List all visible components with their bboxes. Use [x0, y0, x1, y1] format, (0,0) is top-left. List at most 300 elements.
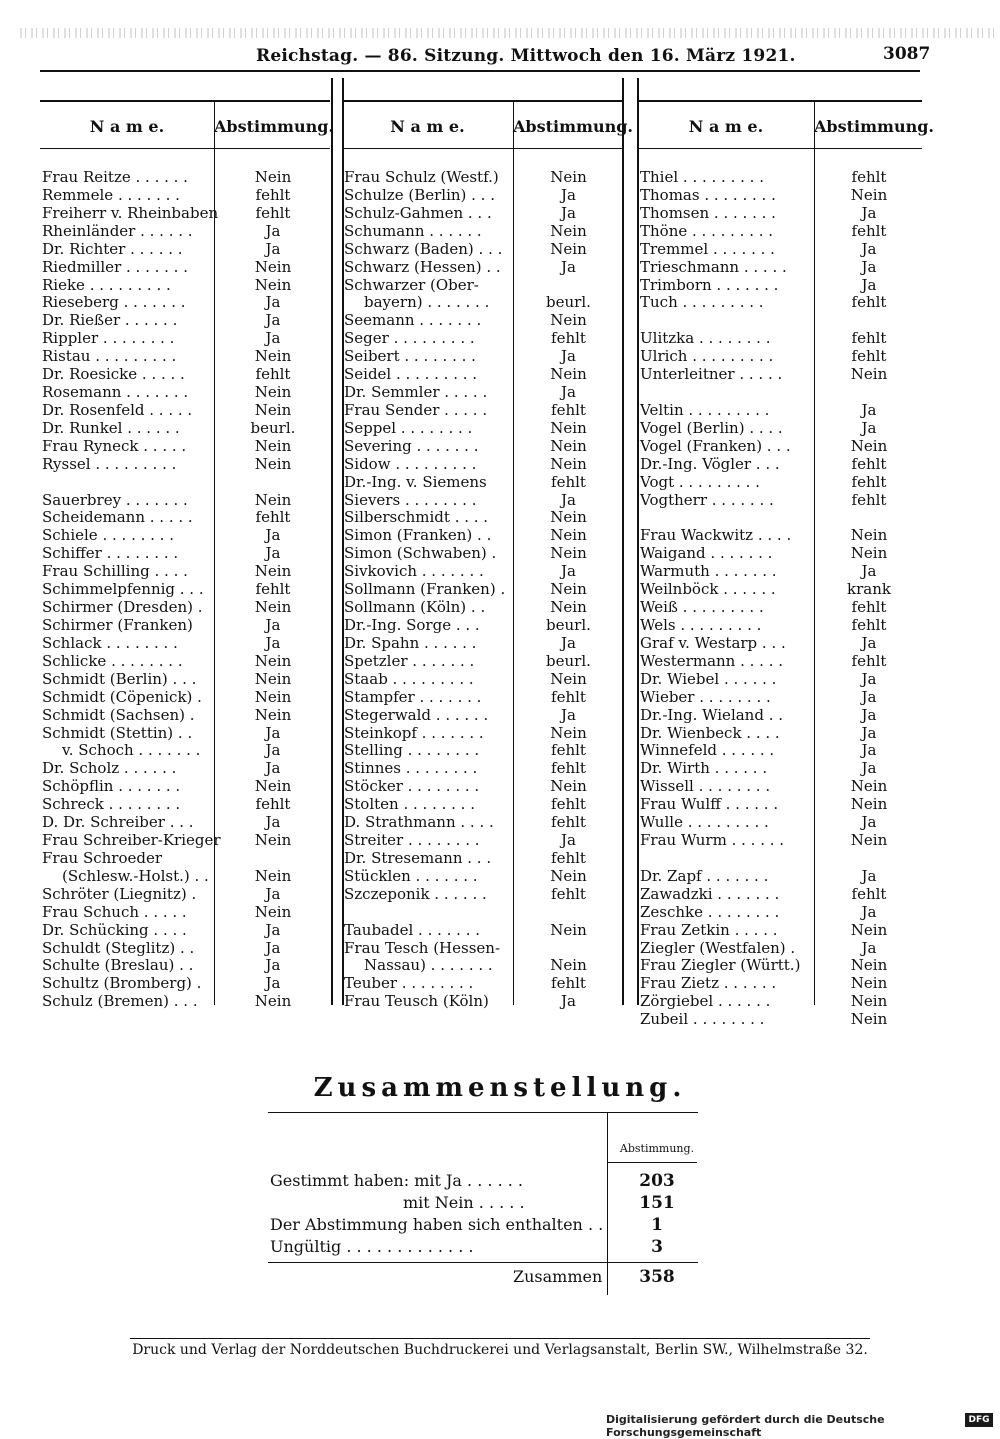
member-name: (Schlesw.-Holst.) . .	[62, 866, 209, 885]
imprint-footer: Druck und Verlag der Norddeutschen Buchdruckerei und Verlagsanstalt, Berlin SW., Wilhelmstraße 32.	[132, 1342, 868, 1358]
member-name: Dr. Runkel . . . . . .	[42, 418, 180, 437]
vote-row	[342, 580, 622, 598]
vote-row	[40, 544, 330, 562]
vote-value: Nein	[254, 831, 292, 850]
member-name: Schimmelpfennig . . .	[42, 580, 204, 599]
vote-row	[342, 795, 622, 813]
member-name: Stampfer . . . . . . .	[344, 687, 482, 706]
vote-row	[40, 437, 330, 455]
summary-row-abstain-value: 1	[651, 1215, 663, 1235]
member-name: Tuch . . . . . . . . .	[640, 293, 764, 312]
vote-value: Nein	[850, 831, 888, 850]
table-top-rule	[40, 100, 330, 102]
member-name: Schröter (Liegnitz) .	[42, 884, 197, 903]
vote-value: Nein	[850, 544, 888, 563]
member-name: Schulte (Breslau) . .	[42, 956, 194, 975]
vote-value: Nein	[850, 974, 888, 993]
vote-row	[40, 347, 330, 365]
vote-row	[342, 813, 622, 831]
member-name: Thiel . . . . . . . . .	[640, 168, 764, 186]
member-name: Rosemann . . . . . . .	[42, 383, 189, 402]
vote-value: Ja	[861, 633, 877, 652]
vote-value: Nein	[254, 562, 292, 581]
vote-row	[638, 885, 922, 903]
table-top-rule	[342, 100, 622, 102]
summary-value-separator	[607, 1112, 608, 1295]
vote-value: Ja	[265, 920, 281, 939]
vote-value: Nein	[850, 992, 888, 1011]
member-name: Thöne . . . . . . . . .	[640, 221, 774, 240]
vote-value: fehlt	[551, 795, 586, 814]
vote-row	[40, 813, 330, 831]
vote-value: Nein	[550, 239, 587, 258]
member-name: Frau Ryneck . . . . .	[42, 436, 187, 455]
vote-value: fehlt	[851, 490, 887, 509]
member-name: Seemann . . . . . . .	[344, 311, 482, 330]
vote-value: beurl.	[546, 651, 591, 670]
summary-row-abstain-label: Der Abstimmung haben sich enthalten . .	[270, 1215, 604, 1234]
digitization-note: Digitalisierung gefördert durch die Deutsche Forschungsgemeinschaft	[606, 1413, 885, 1439]
vote-value: fehlt	[551, 848, 586, 867]
vote-value: Ja	[861, 669, 877, 688]
member-name: Dr.-Ing. Sorge . . .	[344, 616, 480, 634]
vote-row	[638, 688, 922, 706]
member-name: Simon (Franken) . .	[344, 526, 492, 545]
member-name: Dr.-Ing. Wieland . .	[640, 705, 784, 724]
member-name: Dr. Wienbeck . . . .	[640, 723, 780, 742]
member-name: Warmuth . . . . . . .	[640, 562, 777, 581]
vote-value: fehlt	[851, 347, 887, 366]
vote-value: fehlt	[851, 454, 887, 473]
member-name: Dr. Semmler . . . . .	[344, 383, 488, 402]
vote-value: Ja	[861, 866, 877, 885]
member-name: D. Dr. Schreiber . . .	[42, 813, 194, 832]
member-name: Schultz (Bromberg) .	[42, 974, 202, 993]
vote-value: Nein	[254, 669, 292, 688]
member-name: Ziegler (Westfalen) .	[640, 938, 796, 957]
vote-value: Ja	[265, 633, 281, 652]
vote-value: Ja	[265, 544, 281, 563]
summary-row-yes-value: 203	[639, 1171, 675, 1191]
member-name: Vogel (Franken) . . .	[640, 436, 791, 455]
vote-row	[638, 365, 922, 383]
table-head-rule	[638, 148, 922, 149]
vote-value: beurl.	[546, 293, 591, 312]
vote-row	[638, 616, 922, 634]
column-separator	[331, 78, 333, 1005]
vote-row	[342, 508, 622, 526]
vote-value: Nein	[550, 526, 587, 545]
vote-row	[638, 992, 922, 1010]
vote-value: Ja	[861, 813, 877, 832]
vote-row	[40, 706, 330, 724]
vote-value: Nein	[850, 526, 888, 545]
vote-row	[342, 311, 622, 329]
vote-row	[342, 670, 622, 688]
member-name: Graf v. Westarp . . .	[640, 633, 786, 652]
vote-row	[638, 311, 922, 329]
summary-total-label: Zusammen	[513, 1267, 603, 1286]
member-name: Waigand . . . . . . .	[640, 544, 773, 563]
member-name: Severing . . . . . . .	[344, 436, 479, 455]
member-name: Rieseberg . . . . . . .	[42, 293, 186, 312]
vote-row	[40, 508, 330, 526]
member-name: Dr. Schücking . . . .	[42, 920, 187, 939]
scan-noise-strip	[20, 28, 995, 38]
vote-row	[638, 956, 922, 974]
vote-row	[638, 258, 922, 276]
member-name: Frau Schreiber-Krieger	[42, 831, 221, 850]
vote-value: fehlt	[551, 813, 586, 832]
member-name: Zawadzki . . . . . . .	[640, 884, 780, 903]
vote-row	[40, 222, 330, 240]
vote-value: Nein	[254, 598, 292, 617]
member-name: Schöpflin . . . . . . .	[42, 777, 181, 796]
column-separator	[622, 78, 624, 1005]
running-title: Reichstag. — 86. Sitzung. Mittwoch den 16. März 1921.	[256, 46, 796, 66]
member-name: Sollmann (Köln) . .	[344, 598, 486, 617]
vote-value: Ja	[561, 490, 576, 509]
member-name: Szczeponik . . . . . .	[344, 884, 487, 903]
member-name: Schwarzer (Ober-	[344, 275, 479, 294]
member-name: Frau Schuch . . . . .	[42, 902, 187, 921]
member-name: Dr. Stresemann . . .	[344, 848, 492, 867]
vote-value: Ja	[561, 633, 576, 652]
vote-row	[638, 222, 922, 240]
vote-row	[40, 168, 330, 186]
vote-value: fehlt	[851, 293, 887, 312]
vote-row	[638, 939, 922, 957]
vote-value: Ja	[561, 562, 576, 581]
vote-row	[342, 706, 622, 724]
vote-value: Nein	[850, 1010, 888, 1029]
member-name: Ulrich . . . . . . . . .	[640, 347, 774, 366]
vote-value: fehlt	[551, 329, 586, 348]
vote-value: Nein	[550, 866, 587, 885]
vote-value: Ja	[861, 239, 877, 258]
vote-value: fehlt	[551, 400, 586, 419]
vote-value: Ja	[265, 239, 281, 258]
vote-row	[40, 939, 330, 957]
vote-value: fehlt	[551, 974, 586, 993]
vote-value: Nein	[254, 490, 292, 509]
vote-row	[342, 634, 622, 652]
dfg-logo: DFG	[965, 1413, 993, 1427]
vote-row	[638, 813, 922, 831]
vote-value: Nein	[550, 508, 587, 527]
vote-value: Nein	[254, 400, 292, 419]
vote-column-header: Abstimmung.	[814, 117, 934, 136]
member-name: Scheidemann . . . . .	[42, 508, 193, 527]
vote-value: fehlt	[551, 884, 586, 903]
member-name: Nassau) . . . . . . .	[364, 956, 493, 975]
member-name: Sidow . . . . . . . . .	[344, 454, 477, 473]
vote-row	[638, 186, 922, 204]
vote-value: fehlt	[255, 203, 291, 222]
vote-row	[638, 562, 922, 580]
summary-top-rule	[268, 1112, 698, 1113]
member-name: Stolten . . . . . . . .	[344, 795, 475, 814]
vote-value: Nein	[850, 436, 888, 455]
vote-row	[342, 526, 622, 544]
vote-value: fehlt	[851, 472, 887, 491]
vote-row	[40, 401, 330, 419]
vote-value: Nein	[850, 795, 888, 814]
member-name: Riedmiller . . . . . . .	[42, 257, 188, 276]
vote-value: Nein	[850, 956, 888, 975]
vote-row	[638, 419, 922, 437]
member-name: Sollmann (Franken) .	[344, 580, 506, 599]
member-name: Schmidt (Berlin) . . .	[42, 669, 197, 688]
vote-row	[40, 276, 330, 294]
vote-row	[342, 831, 622, 849]
vote-value: beurl.	[250, 418, 296, 437]
vote-value: Nein	[550, 920, 587, 939]
vote-row	[638, 473, 922, 491]
vote-value: Ja	[265, 884, 281, 903]
vote-row	[638, 795, 922, 813]
vote-value: Ja	[265, 329, 281, 348]
vote-row	[40, 293, 330, 311]
vote-value: Nein	[550, 168, 587, 186]
vote-row	[342, 473, 622, 491]
vote-row	[342, 276, 622, 294]
vote-row	[342, 258, 622, 276]
member-name: Frau Zietz . . . . . .	[640, 974, 777, 993]
member-name: Vogtherr . . . . . . .	[640, 490, 774, 509]
vote-row	[342, 544, 622, 562]
vote-row	[342, 616, 622, 634]
vote-column-header: Abstimmung.	[214, 117, 334, 136]
vote-row	[342, 652, 622, 670]
vote-value: Ja	[265, 974, 281, 993]
vote-row	[40, 921, 330, 939]
summary-row-no-value: 151	[639, 1193, 675, 1213]
vote-row	[40, 759, 330, 777]
vote-row	[638, 544, 922, 562]
vote-row	[40, 849, 330, 867]
page-number: 3087	[883, 44, 931, 64]
member-name: Westermann . . . . .	[640, 651, 784, 670]
member-name: Dr. Roesicke . . . . .	[42, 365, 185, 384]
vote-row	[40, 616, 330, 634]
member-name: Spetzler . . . . . . .	[344, 651, 475, 670]
member-name: bayern) . . . . . . .	[364, 293, 490, 312]
member-name: Schwarz (Hessen) . .	[344, 257, 501, 276]
vote-row	[638, 759, 922, 777]
vote-row	[342, 849, 622, 867]
member-name: Dr. Richter . . . . . .	[42, 239, 183, 258]
vote-value: Nein	[254, 383, 292, 402]
vote-row	[638, 634, 922, 652]
vote-value: fehlt	[551, 472, 586, 491]
vote-row	[342, 562, 622, 580]
vote-value: Nein	[254, 687, 292, 706]
member-name: Wieber . . . . . . . .	[640, 687, 771, 706]
member-name: Wissell . . . . . . . .	[640, 777, 771, 796]
member-name: Wels . . . . . . . . .	[640, 616, 762, 634]
vote-row	[342, 974, 622, 992]
member-name: Schmidt (Sachsen) .	[42, 705, 195, 724]
member-name: Seidel . . . . . . . . .	[344, 365, 478, 384]
member-name: Frau Reitze . . . . . .	[42, 168, 188, 186]
summary-row-yes-label: Gestimmt haben: mit Ja . . . . . .	[270, 1171, 523, 1190]
vote-value: Ja	[861, 902, 877, 921]
vote-value: Nein	[550, 454, 587, 473]
vote-value: Ja	[265, 759, 281, 778]
member-name: Seger . . . . . . . . .	[344, 329, 475, 348]
vote-row	[40, 598, 330, 616]
vote-row	[638, 437, 922, 455]
vote-value: Ja	[561, 257, 576, 276]
name-column-header: N a m e.	[390, 117, 465, 136]
vote-row	[342, 293, 622, 311]
vote-value: Nein	[850, 365, 888, 384]
vote-value: Ja	[265, 741, 281, 760]
member-name: Frau Wurm . . . . . .	[640, 831, 785, 850]
member-name: Schiele . . . . . . . .	[42, 526, 174, 545]
vote-value: Ja	[265, 616, 281, 634]
member-name: Seibert . . . . . . . .	[344, 347, 476, 366]
vote-row	[342, 401, 622, 419]
vote-row	[40, 455, 330, 473]
member-name: Schmidt (Stettin) . .	[42, 723, 193, 742]
vote-row	[342, 724, 622, 742]
vote-row	[342, 741, 622, 759]
vote-row	[40, 867, 330, 885]
member-name: Schirmer (Franken)	[42, 616, 193, 634]
vote-row	[40, 903, 330, 921]
vote-row	[342, 956, 622, 974]
vote-value: Nein	[550, 723, 587, 742]
vote-row	[638, 724, 922, 742]
vote-row	[638, 276, 922, 294]
vote-row	[40, 526, 330, 544]
vote-value: Ja	[561, 831, 576, 850]
vote-value: Ja	[861, 562, 877, 581]
vote-row	[342, 365, 622, 383]
vote-row	[638, 974, 922, 992]
vote-row	[40, 795, 330, 813]
vote-column-header: Abstimmung.	[513, 117, 633, 136]
member-name: Schuldt (Steglitz) . .	[42, 938, 195, 957]
vote-value: Nein	[550, 669, 587, 688]
member-name: Frau Teusch (Köln)	[344, 992, 489, 1011]
member-name: Schwarz (Baden) . . .	[344, 239, 503, 258]
vote-value: Nein	[850, 185, 888, 204]
member-name: Veltin . . . . . . . . .	[640, 400, 770, 419]
vote-value: Nein	[550, 418, 587, 437]
member-name: Dr. Scholz . . . . . .	[42, 759, 177, 778]
member-name: D. Strathmann . . . .	[344, 813, 494, 832]
vote-row	[40, 831, 330, 849]
vote-value: Nein	[550, 956, 587, 975]
vote-value: Ja	[861, 257, 877, 276]
table-head-rule	[40, 148, 330, 149]
vote-row	[40, 562, 330, 580]
member-name: Schmidt (Cöpenick) .	[42, 687, 202, 706]
member-name: Frau Wulff . . . . . .	[640, 795, 779, 814]
vote-row	[638, 867, 922, 885]
vote-row	[638, 580, 922, 598]
vote-value: Ja	[861, 687, 877, 706]
summary-header-rule	[607, 1162, 697, 1163]
vote-row	[638, 670, 922, 688]
vote-value: Ja	[561, 992, 576, 1011]
vote-value: Ja	[265, 723, 281, 742]
vote-value: Nein	[550, 777, 587, 796]
vote-row	[40, 258, 330, 276]
name-column-header: N a m e.	[688, 117, 764, 136]
page-header	[0, 44, 1000, 68]
vote-value: fehlt	[551, 759, 586, 778]
vote-row	[40, 724, 330, 742]
vote-row	[342, 168, 622, 186]
summary-row-invalid-value: 3	[651, 1237, 663, 1257]
header-rule	[40, 70, 920, 72]
vote-row	[638, 849, 922, 867]
vote-value: fehlt	[551, 687, 586, 706]
vote-row	[342, 347, 622, 365]
member-name: Schulze (Berlin) . . .	[344, 185, 495, 204]
name-column-header: N a m e.	[89, 117, 165, 136]
vote-value: Ja	[561, 347, 576, 366]
vote-value: Nein	[254, 866, 292, 885]
member-name: Frau Ziegler (Württ.)	[640, 956, 801, 975]
vote-row	[40, 383, 330, 401]
member-name: Dr. Spahn . . . . . .	[344, 633, 477, 652]
member-name: Frau Wackwitz . . . .	[640, 526, 792, 545]
vote-row	[342, 437, 622, 455]
vote-row	[342, 688, 622, 706]
vote-row	[638, 526, 922, 544]
member-name: Schulz (Bremen) . . .	[42, 992, 198, 1011]
member-name: Stinnes . . . . . . . .	[344, 759, 478, 778]
vote-row	[342, 777, 622, 795]
vote-value: fehlt	[255, 185, 291, 204]
summary-row-invalid-label: Ungültig . . . . . . . . . . . . .	[270, 1237, 474, 1256]
vote-row	[40, 204, 330, 222]
vote-row	[638, 777, 922, 795]
vote-row	[342, 939, 622, 957]
vote-row	[342, 759, 622, 777]
member-name: Schiffer . . . . . . . .	[42, 544, 179, 563]
member-name: Teuber . . . . . . . .	[344, 974, 474, 993]
vote-value: Nein	[254, 257, 292, 276]
vote-value: Ja	[861, 723, 877, 742]
summary-total-rule	[268, 1262, 698, 1263]
vote-row	[342, 921, 622, 939]
vote-row	[638, 706, 922, 724]
vote-row	[40, 365, 330, 383]
vote-value: Nein	[254, 454, 292, 473]
vote-row	[638, 741, 922, 759]
member-name: Rieke . . . . . . . . .	[42, 275, 171, 294]
vote-value: Nein	[850, 777, 888, 796]
member-name: Freiherr v. Rheinbaben	[42, 203, 219, 222]
member-name: Stelling . . . . . . . .	[344, 741, 480, 760]
vote-row	[342, 455, 622, 473]
vote-row	[40, 992, 330, 1010]
vote-row	[342, 992, 622, 1010]
member-name: Weiß . . . . . . . . .	[640, 598, 764, 617]
member-name: Taubadel . . . . . . .	[344, 920, 481, 939]
member-name: Staab . . . . . . . . .	[344, 669, 474, 688]
member-name: Frau Schroeder	[42, 848, 163, 867]
vote-row	[638, 383, 922, 401]
member-name: Unterleitner . . . . .	[640, 365, 783, 384]
vote-row	[638, 204, 922, 222]
